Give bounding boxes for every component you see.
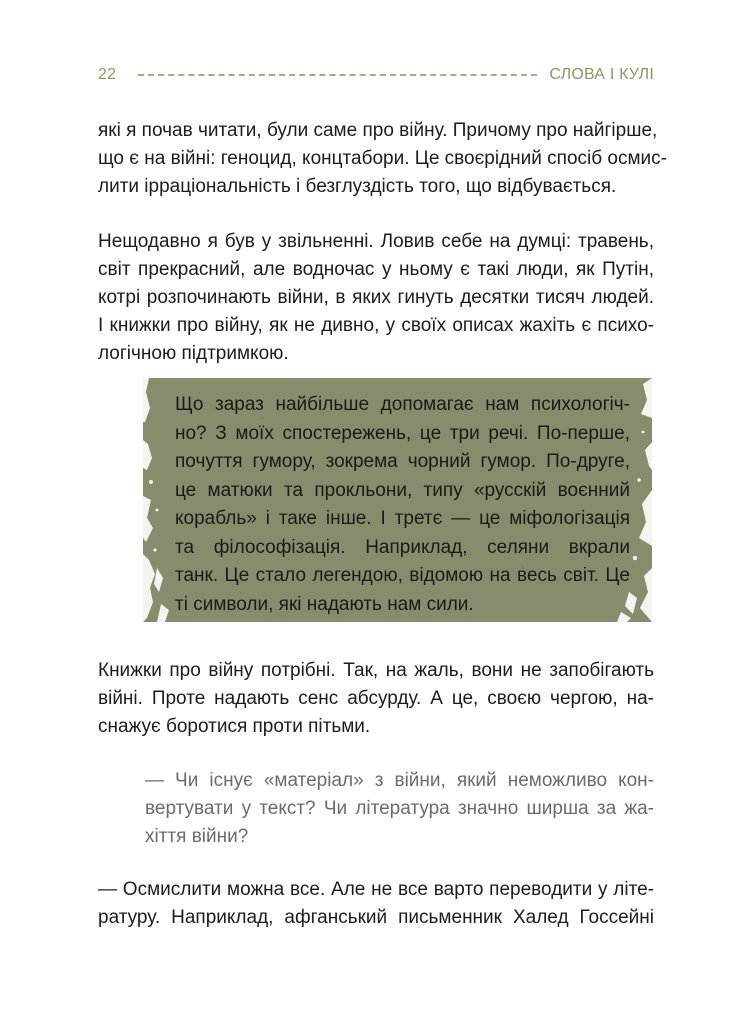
text-line: світ прекрасний, але водночас у ньому є такі люди, як Путін, xyxy=(98,259,654,280)
paragraph-1 xyxy=(98,117,667,201)
text-line: — Осмислити можна все. Але не все варто переводити у літе- xyxy=(98,879,654,900)
text-line: Що зараз найбільше допомагає нам психологіч- xyxy=(175,394,630,415)
text-line: почуття гумору, зокрема чорний гумор. По-друге, xyxy=(175,451,630,472)
text-line: ратуру. Наприклад, афганський письменник Халед Госсейні xyxy=(98,907,654,928)
text-line: логічною підтримкою. xyxy=(98,343,289,364)
text-line: танк. Це стало легендою, відомою на весь світ. Це xyxy=(175,565,630,586)
text-line: це матюки та прокльони, типу «русскій воєнний xyxy=(175,479,630,501)
header-dashed-rule xyxy=(138,74,537,76)
pull-quote-text xyxy=(175,391,630,619)
text-line: вертувати у текст? Чи література значно ширша за жа- xyxy=(145,798,654,819)
paragraph-3 xyxy=(98,657,654,741)
text-line: І книжки про війну, як не дивно, у своїх описах жахіть є психо- xyxy=(98,315,654,336)
interview-question xyxy=(145,767,654,851)
pull-quote-box xyxy=(143,378,652,622)
text-line: снажує боротися проти пітьми. xyxy=(98,716,371,737)
interview-answer xyxy=(98,876,654,932)
text-line: котрі розпочинають війни, в яких гинуть десятки тисяч людей. xyxy=(98,287,654,308)
text-line: корабль» і таке інше. І третє — це міфологізація xyxy=(175,508,630,529)
text-line: Книжки про війну потрібні. Так, на жаль, вони не запобігають xyxy=(98,660,654,681)
text-line: — Чи існує «матеріал» з війни, який неможливо кон- xyxy=(145,770,654,791)
running-header xyxy=(98,62,654,88)
text-line: ті символи, які надають нам сили. xyxy=(175,593,474,615)
text-line: лити ірраціональність і безглуздість того, що відбувається. xyxy=(98,176,617,197)
paragraph-2 xyxy=(98,228,654,368)
running-title: СЛОВА І КУЛІ xyxy=(549,66,654,83)
text-line: які я почав читати, були саме про війну. Причому про найгірше, xyxy=(98,120,658,141)
text-line: що є на війні: геноцид, концтабори. Це своєрідний спосіб осмис- xyxy=(98,148,667,169)
page-number: 22 xyxy=(98,66,117,83)
text-line: Нещодавно я був у звільненні. Ловив себе на думці: травень, xyxy=(98,231,654,252)
text-line: війні. Проте надають сенс абсурду. А це, своєю чергою, на- xyxy=(98,688,654,709)
text-line: та філософізація. Наприклад, селяни вкрали xyxy=(175,536,630,558)
text-line: хіття війни? xyxy=(145,826,249,847)
text-line: но? З моїх спостережень, це три речі. По-перше, xyxy=(175,422,630,444)
